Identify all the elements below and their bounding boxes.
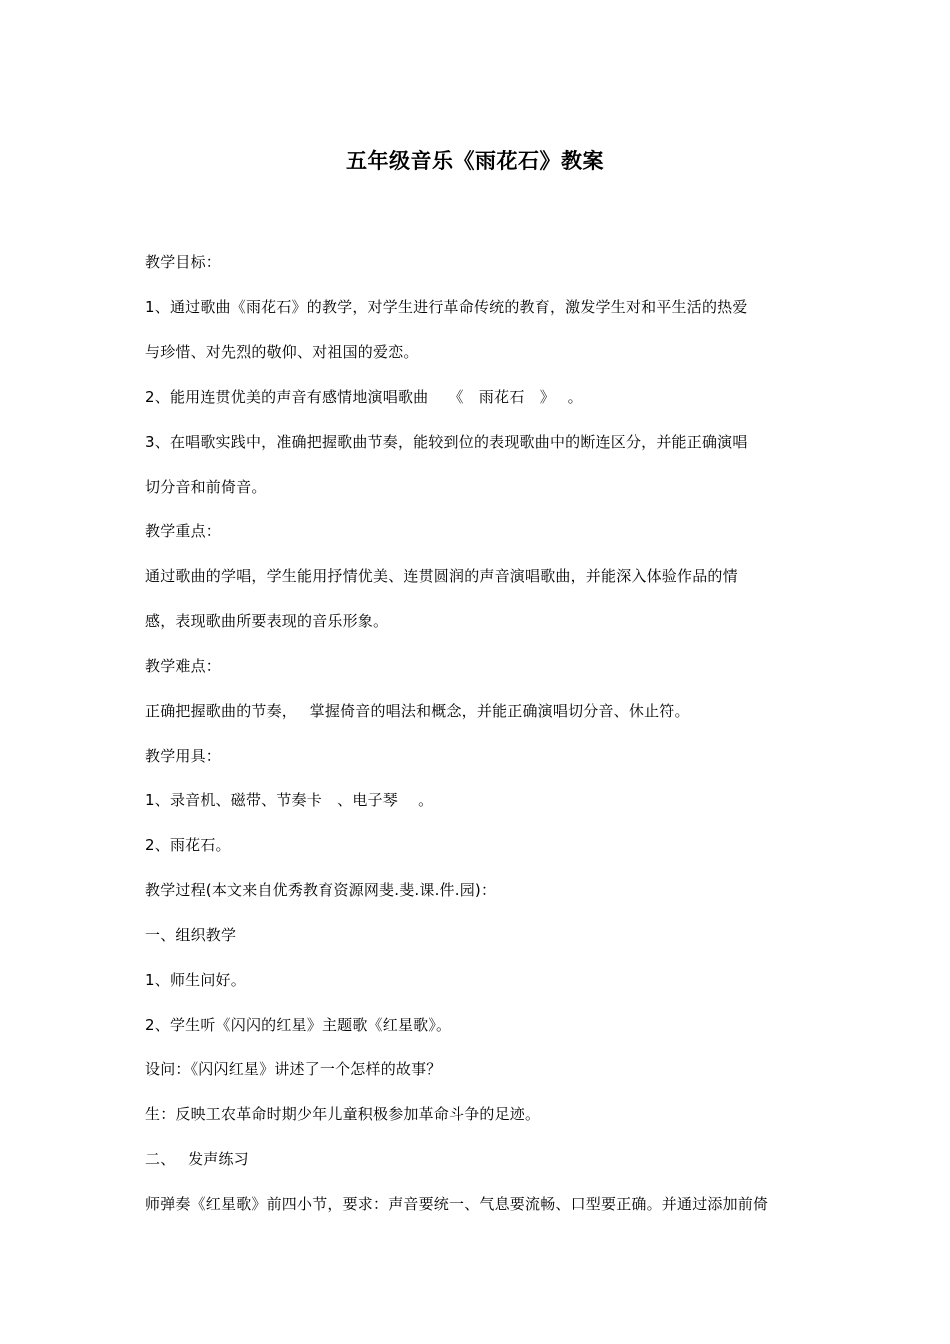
paragraph-line: 一、组织教学 [145,926,237,944]
document-title: 五年级音乐《雨花石》教案 [346,149,604,173]
paragraph-line: 师弹奏《红星歌》前四小节，要求：声音要统一、气息要流畅、口型要正确。并通过添加前倚 [145,1195,769,1213]
paragraph-line: 设问：《闪闪红星》讲述了一个怎样的故事？ [145,1060,442,1078]
section-heading-tools: 教学用具： [145,747,222,765]
paragraph-line: 与珍惜、对先烈的敬仰、对祖国的爱恋。 [145,343,419,361]
paragraph-line: 通过歌曲的学唱，学生能用抒情优美、连贯圆润的声音演唱歌曲，并能深入体验作品的情 [145,567,738,585]
section-heading-key-points: 教学重点： [145,522,222,540]
paragraph-line: 1、录音机、磁带、节奏卡 、电子琴 。 [145,791,434,809]
section-heading-difficulties: 教学难点： [145,657,222,675]
paragraph-line: 生：反映工农革命时期少年儿童积极参加革命斗争的足迹。 [145,1105,541,1123]
paragraph-line: 1、通过歌曲《雨花石》的教学，对学生进行革命传统的教育，激发学生对和平生活的热爱 [145,298,748,316]
paragraph-line: 2、能用连贯优美的声音有感情地演唱歌曲 《 雨花石 》 。 [145,388,583,406]
paragraph-line: 2、学生听《闪闪的红星》主题歌《红星歌》。 [145,1016,452,1034]
section-heading-objectives: 教学目标： [145,253,222,271]
section-heading-process: 教学过程(本文来自优秀教育资源网斐.斐.课.件.园)： [145,881,497,899]
paragraph-line: 1、师生问好。 [145,971,246,989]
paragraph-line: 二、 发声练习 [145,1150,249,1168]
paragraph-line: 感，表现歌曲所要表现的音乐形象。 [145,612,389,630]
paragraph-line: 3、在唱歌实践中，准确把握歌曲节奏，能较到位的表现歌曲中的断连区分，并能正确演唱 [145,433,748,451]
paragraph-line: 切分音和前倚音。 [145,478,267,496]
paragraph-line: 正确把握歌曲的节奏， 掌握倚音的唱法和概念，并能正确演唱切分音、休止符。 [145,702,690,720]
paragraph-line: 2、雨花石。 [145,836,231,854]
